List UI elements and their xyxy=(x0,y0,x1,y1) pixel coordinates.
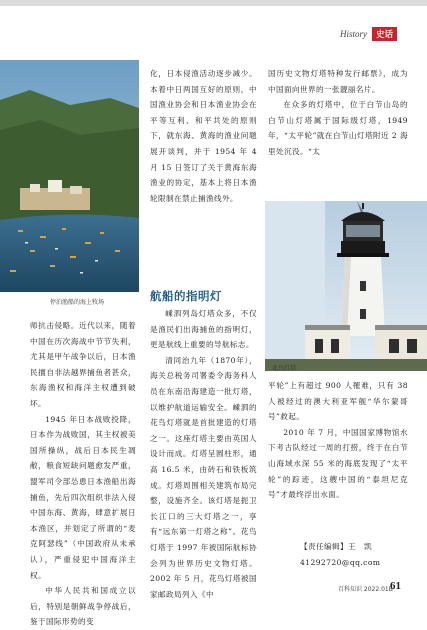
editor-name: 【责任编辑】王 凯 xyxy=(300,542,372,551)
section-name: History xyxy=(340,29,367,39)
paragraph: 清同治九年（1870年），海关总税务司署委令海务科人员在东南沿海建造一批灯塔，以维护航道运输安全。嵊泗的花鸟灯塔就是首批建造的灯塔之一。这座灯塔主要由英国人设计而成。灯塔呈圆柱形，通高 16.5 米，由砖石和铁板筑成。灯塔周围相关建筑布局完整，设施齐全。该灯塔是扼卫长江口的三大灯塔之一，享有“远东第一灯塔之称”。花鸟灯塔于 1997 年被国际航标协会列为世界历史文物灯塔。2002 年 5 月，花鸟灯塔被国家邮政局列入《中 xyxy=(150,355,257,599)
paragraph: 化，日本侵渔活动逐步减少。本着中日两国互好的原则，中国渔业协会和日本渔业协会在平等互利、和平共处的原则下，就东海、黄海的渔业问题展开谈判，并于 1954 年 4 月 15 日签订了关于黄海东海渔业的协定，基本上将日本渔轮限制在禁止捕渔线外。 xyxy=(150,69,257,203)
left-text-column xyxy=(30,318,136,630)
paragraph: 国历史文物灯塔特种发行邮票》，成为中国面向世界的一张靓丽名片。 xyxy=(268,69,408,94)
editor-credit xyxy=(300,539,410,570)
paragraph: 嵊泗列岛灯塔众多，不仅是渔民们出海捕鱼的指明灯，更是航线上重要的导航标志。 xyxy=(150,309,257,350)
middle-text-column-top xyxy=(150,66,257,206)
middle-text-column-bottom xyxy=(150,306,257,602)
section-tag: 史话 xyxy=(372,27,397,41)
journal-issue: 百科知识 2022.01B xyxy=(338,586,393,593)
paragraph: 在众多的灯塔中，位于白节山岛的白节山灯塔属于国际级灯塔，1949 年，“太平轮”就在白节山灯塔附近 2 海里处沉没。“太 xyxy=(268,100,408,156)
right-text-column-top xyxy=(268,66,408,160)
page-number: 61 xyxy=(390,580,401,592)
paragraph: 平轮”上有超过 900 人罹难，只有 38 人被经过的澳大利亚军舰“华尔蒙哥号”救起。 xyxy=(268,381,408,422)
coastal-harbor-photo xyxy=(0,60,139,292)
section-heading: 航船的指明灯 xyxy=(150,289,222,303)
header-bar xyxy=(0,0,427,6)
paragraph: 1945 年日本战败投降，日本作为战败国，其主权被美国所操纵，战后日本民生凋敝，粮食短缺问题愈发严重，盟军司令部怂恿日本渔船出海捕鱼，先后四次组织非法入侵中国东海、黄海，肆意扩展日本渔区，并划定了所谓的“麦克阿瑟线”（中国政府从未承认），严重侵犯中国海洋主权。 xyxy=(30,414,136,580)
lighthouse-photo-caption: 花鸟灯塔 xyxy=(272,365,297,372)
paragraph: 2010 年 7 月，中国国家博物馆水下考古队经过一周的打捞，终于在白节山海域水深 55 米的海底发现了“太平轮”的踪迹，这艘中国的“泰坦尼克号”才最终浮出水面。 xyxy=(268,427,408,500)
editor-email: 41292720@qq.com xyxy=(300,557,381,567)
lighthouse-photo xyxy=(265,201,427,371)
paragraph: 中华人民共和国成立以后，特别是朝鲜战争停战后，鉴于国际形势的变 xyxy=(30,586,136,627)
paragraph: 师抗击侵略。近代以来，随着中国在历次海战中节节失利，尤其是甲午战争以后，日本渔民擅自非法越界捕鱼者甚众，东海渔权和海洋主权遭到破坏。 xyxy=(30,321,136,408)
right-text-column-bottom xyxy=(268,378,408,503)
coastal-photo-caption: 停泊渔船的海上牧场 xyxy=(50,299,105,306)
